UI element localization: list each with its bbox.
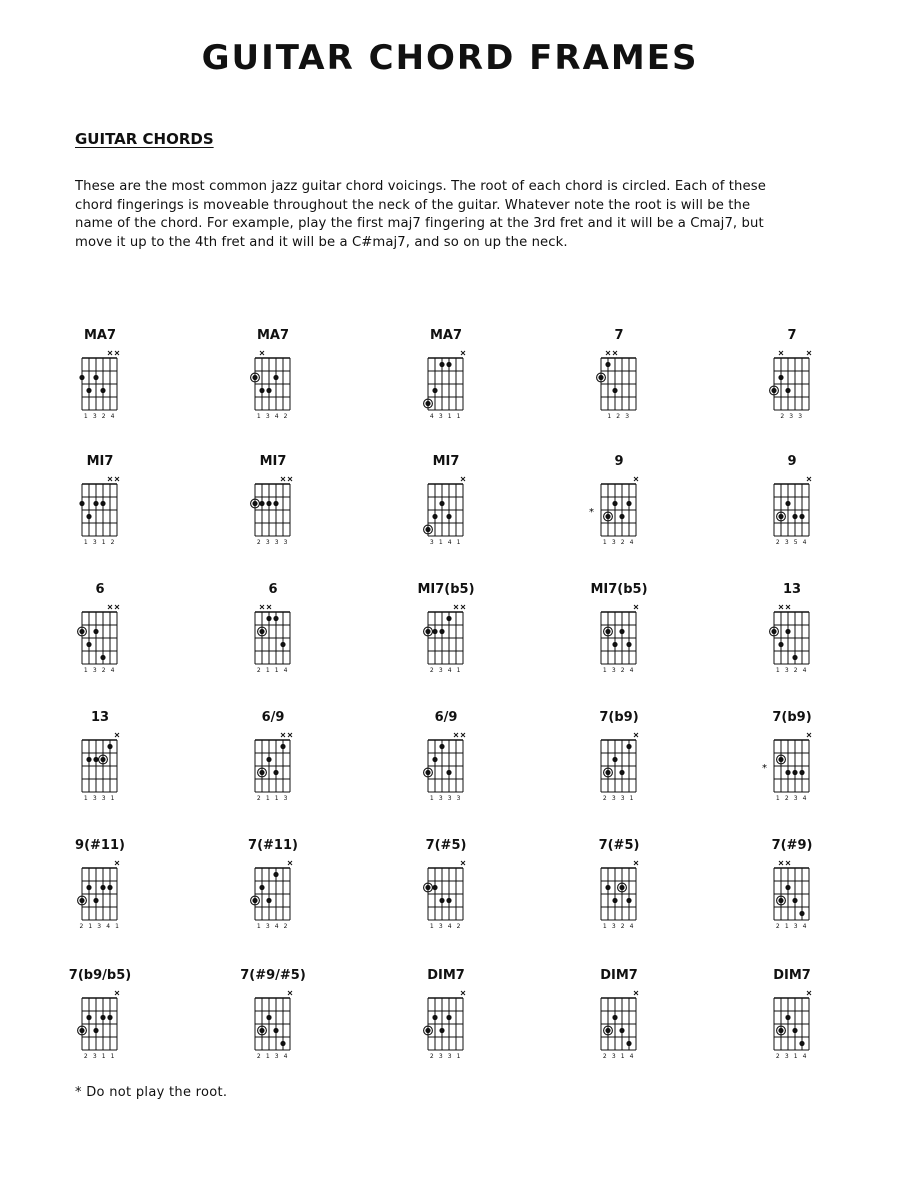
finger-dot bbox=[432, 1015, 437, 1020]
root-dot bbox=[252, 501, 257, 506]
finger-dot bbox=[439, 629, 444, 634]
chord-name: 6/9 bbox=[434, 710, 458, 725]
muted-string-mark bbox=[634, 861, 638, 865]
finger-dot bbox=[799, 514, 804, 519]
root-dot bbox=[771, 629, 776, 634]
chord-name: MI7(b5) bbox=[417, 582, 475, 597]
finger-dot bbox=[605, 362, 610, 367]
chord-frame bbox=[752, 710, 832, 810]
muted-string-mark bbox=[613, 351, 617, 355]
fingering-numbers: 2 3 1 1 bbox=[83, 1053, 117, 1060]
chord-frame bbox=[233, 582, 313, 682]
finger-dot bbox=[86, 757, 91, 762]
chord-frame bbox=[406, 838, 486, 938]
fingering-numbers: 1 3 1 2 bbox=[83, 539, 117, 546]
chord-frame bbox=[233, 838, 313, 938]
muted-string-mark bbox=[115, 991, 119, 995]
fingering-numbers: 2 3 3 3 bbox=[256, 539, 290, 546]
chord-name: 7(#11) bbox=[248, 838, 298, 853]
chord-name: MA7 bbox=[429, 328, 463, 343]
finger-dot bbox=[446, 1015, 451, 1020]
muted-string-mark bbox=[288, 477, 292, 481]
fingering-numbers: 2 1 3 4 bbox=[256, 1053, 290, 1060]
chord-name: DIM7 bbox=[427, 968, 465, 983]
chord-name: DIM7 bbox=[600, 968, 638, 983]
chord-frame bbox=[406, 968, 486, 1068]
muted-string-mark bbox=[281, 477, 285, 481]
muted-string-mark bbox=[786, 861, 790, 865]
finger-dot bbox=[612, 757, 617, 762]
finger-dot bbox=[100, 655, 105, 660]
finger-dot bbox=[619, 1028, 624, 1033]
root-dot bbox=[605, 1028, 610, 1033]
muted-string-mark bbox=[260, 351, 264, 355]
root-dot bbox=[778, 757, 783, 762]
finger-dot bbox=[86, 642, 91, 647]
finger-dot bbox=[107, 885, 112, 890]
finger-dot bbox=[432, 629, 437, 634]
muted-string-mark bbox=[115, 605, 119, 609]
footnote: * Do not play the root. bbox=[75, 1085, 228, 1100]
chord-name: MI7(b5) bbox=[590, 582, 648, 597]
chord-frame bbox=[579, 968, 659, 1068]
finger-dot bbox=[792, 898, 797, 903]
chord-frame bbox=[233, 454, 313, 554]
muted-string-mark bbox=[786, 605, 790, 609]
finger-dot bbox=[799, 911, 804, 916]
finger-dot bbox=[619, 514, 624, 519]
chord-frame bbox=[60, 454, 140, 554]
root-dot bbox=[259, 629, 264, 634]
finger-dot bbox=[86, 1015, 91, 1020]
fingering-numbers: 1 3 4 2 bbox=[256, 413, 290, 420]
finger-dot bbox=[626, 744, 631, 749]
muted-string-mark bbox=[634, 733, 638, 737]
chord-name: MA7 bbox=[83, 328, 117, 343]
finger-dot bbox=[439, 898, 444, 903]
root-dot bbox=[259, 1028, 264, 1033]
muted-string-mark bbox=[461, 351, 465, 355]
finger-dot bbox=[439, 501, 444, 506]
chord-frame bbox=[752, 454, 832, 554]
finger-dot bbox=[93, 757, 98, 762]
finger-dot bbox=[612, 501, 617, 506]
root-dot bbox=[79, 898, 84, 903]
fingering-numbers: 2 3 3 bbox=[780, 413, 804, 420]
root-dot bbox=[425, 401, 430, 406]
muted-string-mark bbox=[108, 605, 112, 609]
page-title: GUITAR CHORD FRAMES bbox=[201, 38, 699, 78]
finger-dot bbox=[86, 514, 91, 519]
muted-string-mark bbox=[779, 351, 783, 355]
finger-dot bbox=[266, 388, 271, 393]
finger-dot bbox=[79, 375, 84, 380]
fingering-numbers: 2 3 1 4 bbox=[775, 1053, 809, 1060]
muted-string-mark bbox=[779, 861, 783, 865]
fingering-numbers: 1 2 3 bbox=[607, 413, 631, 420]
finger-dot bbox=[100, 388, 105, 393]
root-dot bbox=[79, 1028, 84, 1033]
muted-string-mark bbox=[807, 733, 811, 737]
muted-string-mark bbox=[461, 733, 465, 737]
fingering-numbers: 1 3 2 4 bbox=[83, 413, 117, 420]
fingering-numbers: 2 1 1 4 bbox=[256, 667, 290, 674]
finger-dot bbox=[266, 1015, 271, 1020]
finger-dot bbox=[799, 770, 804, 775]
chord-frame bbox=[406, 454, 486, 554]
finger-dot bbox=[792, 770, 797, 775]
finger-dot bbox=[792, 655, 797, 660]
finger-dot bbox=[785, 885, 790, 890]
root-dot bbox=[252, 898, 257, 903]
finger-dot bbox=[107, 1015, 112, 1020]
finger-dot bbox=[612, 642, 617, 647]
chord-name: 7(#5) bbox=[425, 838, 467, 853]
muted-string-mark bbox=[634, 991, 638, 995]
finger-dot bbox=[86, 388, 91, 393]
root-dot bbox=[778, 1028, 783, 1033]
muted-string-mark bbox=[634, 477, 638, 481]
muted-string-mark bbox=[807, 991, 811, 995]
finger-dot bbox=[273, 872, 278, 877]
chord-name: 6/9 bbox=[261, 710, 285, 725]
finger-dot bbox=[93, 501, 98, 506]
finger-dot bbox=[785, 388, 790, 393]
fingering-numbers: 1 2 3 4 bbox=[775, 795, 809, 802]
chord-name: 13 bbox=[782, 582, 802, 597]
muted-string-mark bbox=[454, 733, 458, 737]
chord-name: 7(#5) bbox=[598, 838, 640, 853]
root-dot bbox=[100, 757, 105, 762]
root-dot bbox=[425, 1028, 430, 1033]
root-dot bbox=[79, 629, 84, 634]
muted-string-mark bbox=[454, 605, 458, 609]
finger-dot bbox=[259, 885, 264, 890]
chord-name: 6 bbox=[268, 582, 278, 597]
finger-dot bbox=[266, 898, 271, 903]
root-dot bbox=[778, 898, 783, 903]
chord-name: 7(#9) bbox=[771, 838, 813, 853]
muted-string-mark bbox=[461, 477, 465, 481]
muted-string-mark bbox=[461, 991, 465, 995]
chord-frame bbox=[406, 328, 486, 428]
chord-frame bbox=[60, 582, 140, 682]
chord-name: 7 bbox=[614, 328, 624, 343]
finger-dot bbox=[259, 501, 264, 506]
finger-dot bbox=[778, 375, 783, 380]
finger-dot bbox=[100, 1015, 105, 1020]
chord-name: DIM7 bbox=[773, 968, 811, 983]
fingering-numbers: 2 3 1 4 bbox=[602, 1053, 636, 1060]
finger-dot bbox=[100, 885, 105, 890]
chord-name: 9 bbox=[787, 454, 797, 469]
finger-dot bbox=[280, 744, 285, 749]
muted-string-mark bbox=[288, 991, 292, 995]
chord-name: 13 bbox=[90, 710, 110, 725]
finger-dot bbox=[266, 616, 271, 621]
chord-frame bbox=[60, 838, 140, 938]
finger-dot bbox=[446, 898, 451, 903]
muted-string-mark bbox=[634, 605, 638, 609]
fingering-numbers: 2 3 4 1 bbox=[429, 667, 463, 674]
finger-dot bbox=[612, 1015, 617, 1020]
finger-dot bbox=[432, 885, 437, 890]
chord-frame bbox=[60, 328, 140, 428]
muted-string-mark bbox=[807, 351, 811, 355]
chord-name: MI7 bbox=[259, 454, 287, 469]
finger-dot bbox=[785, 770, 790, 775]
finger-dot bbox=[266, 501, 271, 506]
muted-string-mark bbox=[288, 861, 292, 865]
finger-dot bbox=[439, 362, 444, 367]
finger-dot bbox=[273, 375, 278, 380]
muted-string-mark bbox=[281, 733, 285, 737]
chord-name: 7(b9) bbox=[772, 710, 812, 725]
chord-frame bbox=[579, 582, 659, 682]
muted-string-mark bbox=[267, 605, 271, 609]
finger-dot bbox=[446, 616, 451, 621]
chord-name: 9 bbox=[614, 454, 624, 469]
chord-frame bbox=[752, 968, 832, 1068]
section-heading: GUITAR CHORDS bbox=[75, 130, 214, 148]
finger-dot bbox=[446, 514, 451, 519]
root-dot bbox=[425, 885, 430, 890]
fingering-numbers: 1 3 2 4 bbox=[602, 539, 636, 546]
finger-dot bbox=[626, 501, 631, 506]
finger-dot bbox=[93, 898, 98, 903]
muted-string-mark bbox=[115, 351, 119, 355]
finger-dot bbox=[446, 362, 451, 367]
fingering-numbers: 2 3 5 4 bbox=[775, 539, 809, 546]
finger-dot bbox=[792, 514, 797, 519]
fingering-numbers: 1 3 4 2 bbox=[256, 923, 290, 930]
finger-dot bbox=[612, 388, 617, 393]
muted-string-mark bbox=[606, 351, 610, 355]
root-dot bbox=[771, 388, 776, 393]
finger-dot bbox=[107, 744, 112, 749]
finger-dot bbox=[619, 629, 624, 634]
fingering-numbers: 1 3 2 4 bbox=[602, 923, 636, 930]
finger-dot bbox=[778, 642, 783, 647]
finger-dot bbox=[432, 514, 437, 519]
chord-name: MA7 bbox=[256, 328, 290, 343]
asterisk-mark: * bbox=[589, 507, 594, 519]
chord-name: 7(b9) bbox=[599, 710, 639, 725]
finger-dot bbox=[280, 1041, 285, 1046]
finger-dot bbox=[626, 642, 631, 647]
finger-dot bbox=[792, 1028, 797, 1033]
muted-string-mark bbox=[288, 733, 292, 737]
fingering-numbers: 3 1 4 1 bbox=[429, 539, 463, 546]
chord-frame bbox=[752, 838, 832, 938]
chord-frame bbox=[406, 710, 486, 810]
finger-dot bbox=[432, 757, 437, 762]
finger-dot bbox=[799, 1041, 804, 1046]
chord-frame bbox=[233, 710, 313, 810]
finger-dot bbox=[785, 1015, 790, 1020]
intro-paragraph: These are the most common jazz guitar chord voicings. The root of each chord is circled. Each of these chord fingerings is moveable throughout the neck of the guitar. Whatever note the root is will be the name of the chord. For example, play the first maj7 fingering at the 3rd fret and it will be a Cmaj7, but move it up to the 4th fret and it will be a C#maj7, and so on up the neck. bbox=[75, 179, 766, 250]
root-dot bbox=[425, 527, 430, 532]
fingering-numbers: 2 1 3 4 1 bbox=[79, 923, 121, 930]
fingering-numbers: 1 3 2 4 bbox=[775, 667, 809, 674]
finger-dot bbox=[273, 616, 278, 621]
chord-frame bbox=[579, 328, 659, 428]
chord-frame bbox=[233, 968, 313, 1068]
finger-dot bbox=[785, 501, 790, 506]
finger-dot bbox=[273, 1028, 278, 1033]
muted-string-mark bbox=[108, 351, 112, 355]
finger-dot bbox=[626, 898, 631, 903]
finger-dot bbox=[93, 375, 98, 380]
chord-frame bbox=[60, 968, 140, 1068]
root-dot bbox=[598, 375, 603, 380]
muted-string-mark bbox=[260, 605, 264, 609]
fingering-numbers: 2 1 3 4 bbox=[775, 923, 809, 930]
finger-dot bbox=[612, 898, 617, 903]
finger-dot bbox=[273, 770, 278, 775]
chord-name: 7(#9/#5) bbox=[240, 968, 306, 983]
asterisk-mark: * bbox=[762, 763, 767, 775]
muted-string-mark bbox=[108, 477, 112, 481]
finger-dot bbox=[432, 388, 437, 393]
root-dot bbox=[605, 514, 610, 519]
fingering-numbers: 2 3 3 1 bbox=[429, 1053, 463, 1060]
fingering-numbers: 2 3 3 1 bbox=[602, 795, 636, 802]
fingering-numbers: 2 1 1 3 bbox=[256, 795, 290, 802]
finger-dot bbox=[273, 501, 278, 506]
root-dot bbox=[425, 770, 430, 775]
fingering-numbers: 1 3 3 3 bbox=[429, 795, 463, 802]
finger-dot bbox=[626, 1041, 631, 1046]
finger-dot bbox=[785, 629, 790, 634]
root-dot bbox=[619, 885, 624, 890]
fingering-numbers: 1 3 3 1 bbox=[83, 795, 117, 802]
finger-dot bbox=[86, 885, 91, 890]
root-dot bbox=[778, 514, 783, 519]
muted-string-mark bbox=[115, 733, 119, 737]
fingering-numbers: 1 3 2 4 bbox=[83, 667, 117, 674]
chord-name: 7 bbox=[787, 328, 797, 343]
finger-dot bbox=[93, 629, 98, 634]
finger-dot bbox=[100, 501, 105, 506]
muted-string-mark bbox=[115, 861, 119, 865]
chord-frame bbox=[233, 328, 313, 428]
muted-string-mark bbox=[779, 605, 783, 609]
root-dot bbox=[425, 629, 430, 634]
finger-dot bbox=[619, 770, 624, 775]
finger-dot bbox=[605, 885, 610, 890]
chord-name: 9(#11) bbox=[75, 838, 125, 853]
chord-frame bbox=[406, 582, 486, 682]
finger-dot bbox=[266, 757, 271, 762]
chord-frame bbox=[579, 838, 659, 938]
finger-dot bbox=[79, 501, 84, 506]
muted-string-mark bbox=[461, 861, 465, 865]
muted-string-mark bbox=[115, 477, 119, 481]
finger-dot bbox=[439, 1028, 444, 1033]
fingering-numbers: 4 3 1 1 bbox=[429, 413, 463, 420]
root-dot bbox=[252, 375, 257, 380]
root-dot bbox=[259, 770, 264, 775]
fingering-numbers: 1 3 4 2 bbox=[429, 923, 463, 930]
finger-dot bbox=[439, 744, 444, 749]
muted-string-mark bbox=[461, 605, 465, 609]
chord-name: 6 bbox=[95, 582, 105, 597]
finger-dot bbox=[446, 770, 451, 775]
chord-name: 7(b9/b5) bbox=[68, 968, 132, 983]
fingering-numbers: 1 3 2 4 bbox=[602, 667, 636, 674]
chord-frame bbox=[752, 582, 832, 682]
chord-frame bbox=[579, 454, 659, 554]
chord-frame bbox=[579, 710, 659, 810]
chord-name: MI7 bbox=[432, 454, 460, 469]
root-dot bbox=[605, 629, 610, 634]
chord-frame bbox=[752, 328, 832, 428]
root-dot bbox=[605, 770, 610, 775]
muted-string-mark bbox=[807, 477, 811, 481]
chord-name: MI7 bbox=[86, 454, 114, 469]
finger-dot bbox=[93, 1028, 98, 1033]
finger-dot bbox=[259, 388, 264, 393]
chord-frame bbox=[60, 710, 140, 810]
finger-dot bbox=[280, 642, 285, 647]
